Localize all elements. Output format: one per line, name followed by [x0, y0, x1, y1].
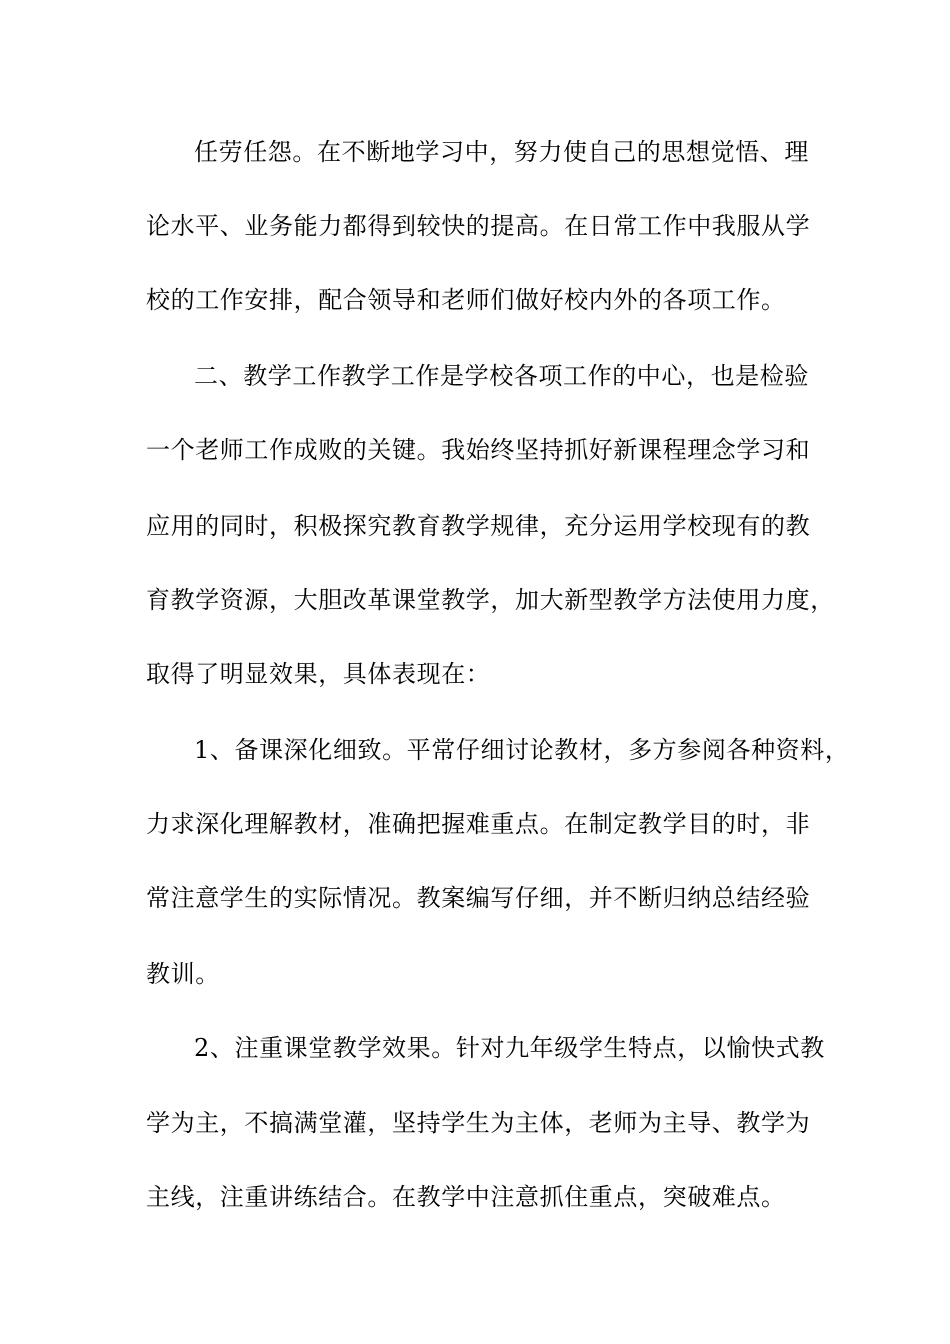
- text-line-7: 育教学资源，大胆改革课堂教学，加大新型教学方法使用力度，: [146, 586, 835, 614]
- text-line-11: 常注意学生的实际情况。教案编写仔细，并不断归纳总结经验: [146, 884, 811, 912]
- text-line-14: 学为主，不搞满堂灌，坚持学生为主体，老师为主导、教学为: [146, 1109, 811, 1137]
- text-line-13: 2、注重课堂教学效果。针对九年级学生特点，以愉快式教: [194, 1034, 825, 1062]
- text-line-10: 力求深化理解教材，准确把握难重点。在制定教学目的时，非: [146, 810, 811, 838]
- text-line-15: 主线，注重讲练结合。在教学中注意抓住重点，突破难点。: [146, 1183, 786, 1211]
- text-line-9: 1、备课深化细致。平常仔细讨论教材，多方参阅各种资料，: [194, 736, 850, 764]
- text-line-8: 取得了明显效果，具体表现在：: [146, 660, 491, 688]
- text-line-5: 一个老师工作成败的关键。我始终坚持抓好新课程理念学习和: [146, 436, 811, 464]
- text-line-3: 校的工作安排，配合领导和老师们做好校内外的各项工作。: [146, 286, 786, 314]
- text-line-1: 任劳任怨。在不断地学习中，努力使自己的思想觉悟、理: [194, 138, 809, 166]
- text-line-2: 论水平、业务能力都得到较快的提高。在日常工作中我服从学: [146, 212, 811, 240]
- text-line-6: 应用的同时，积极探究教育教学规律，充分运用学校现有的教: [146, 512, 811, 540]
- text-line-12: 教训。: [146, 960, 220, 988]
- text-line-4: 二、教学工作教学工作是学校各项工作的中心，也是检验: [194, 362, 809, 390]
